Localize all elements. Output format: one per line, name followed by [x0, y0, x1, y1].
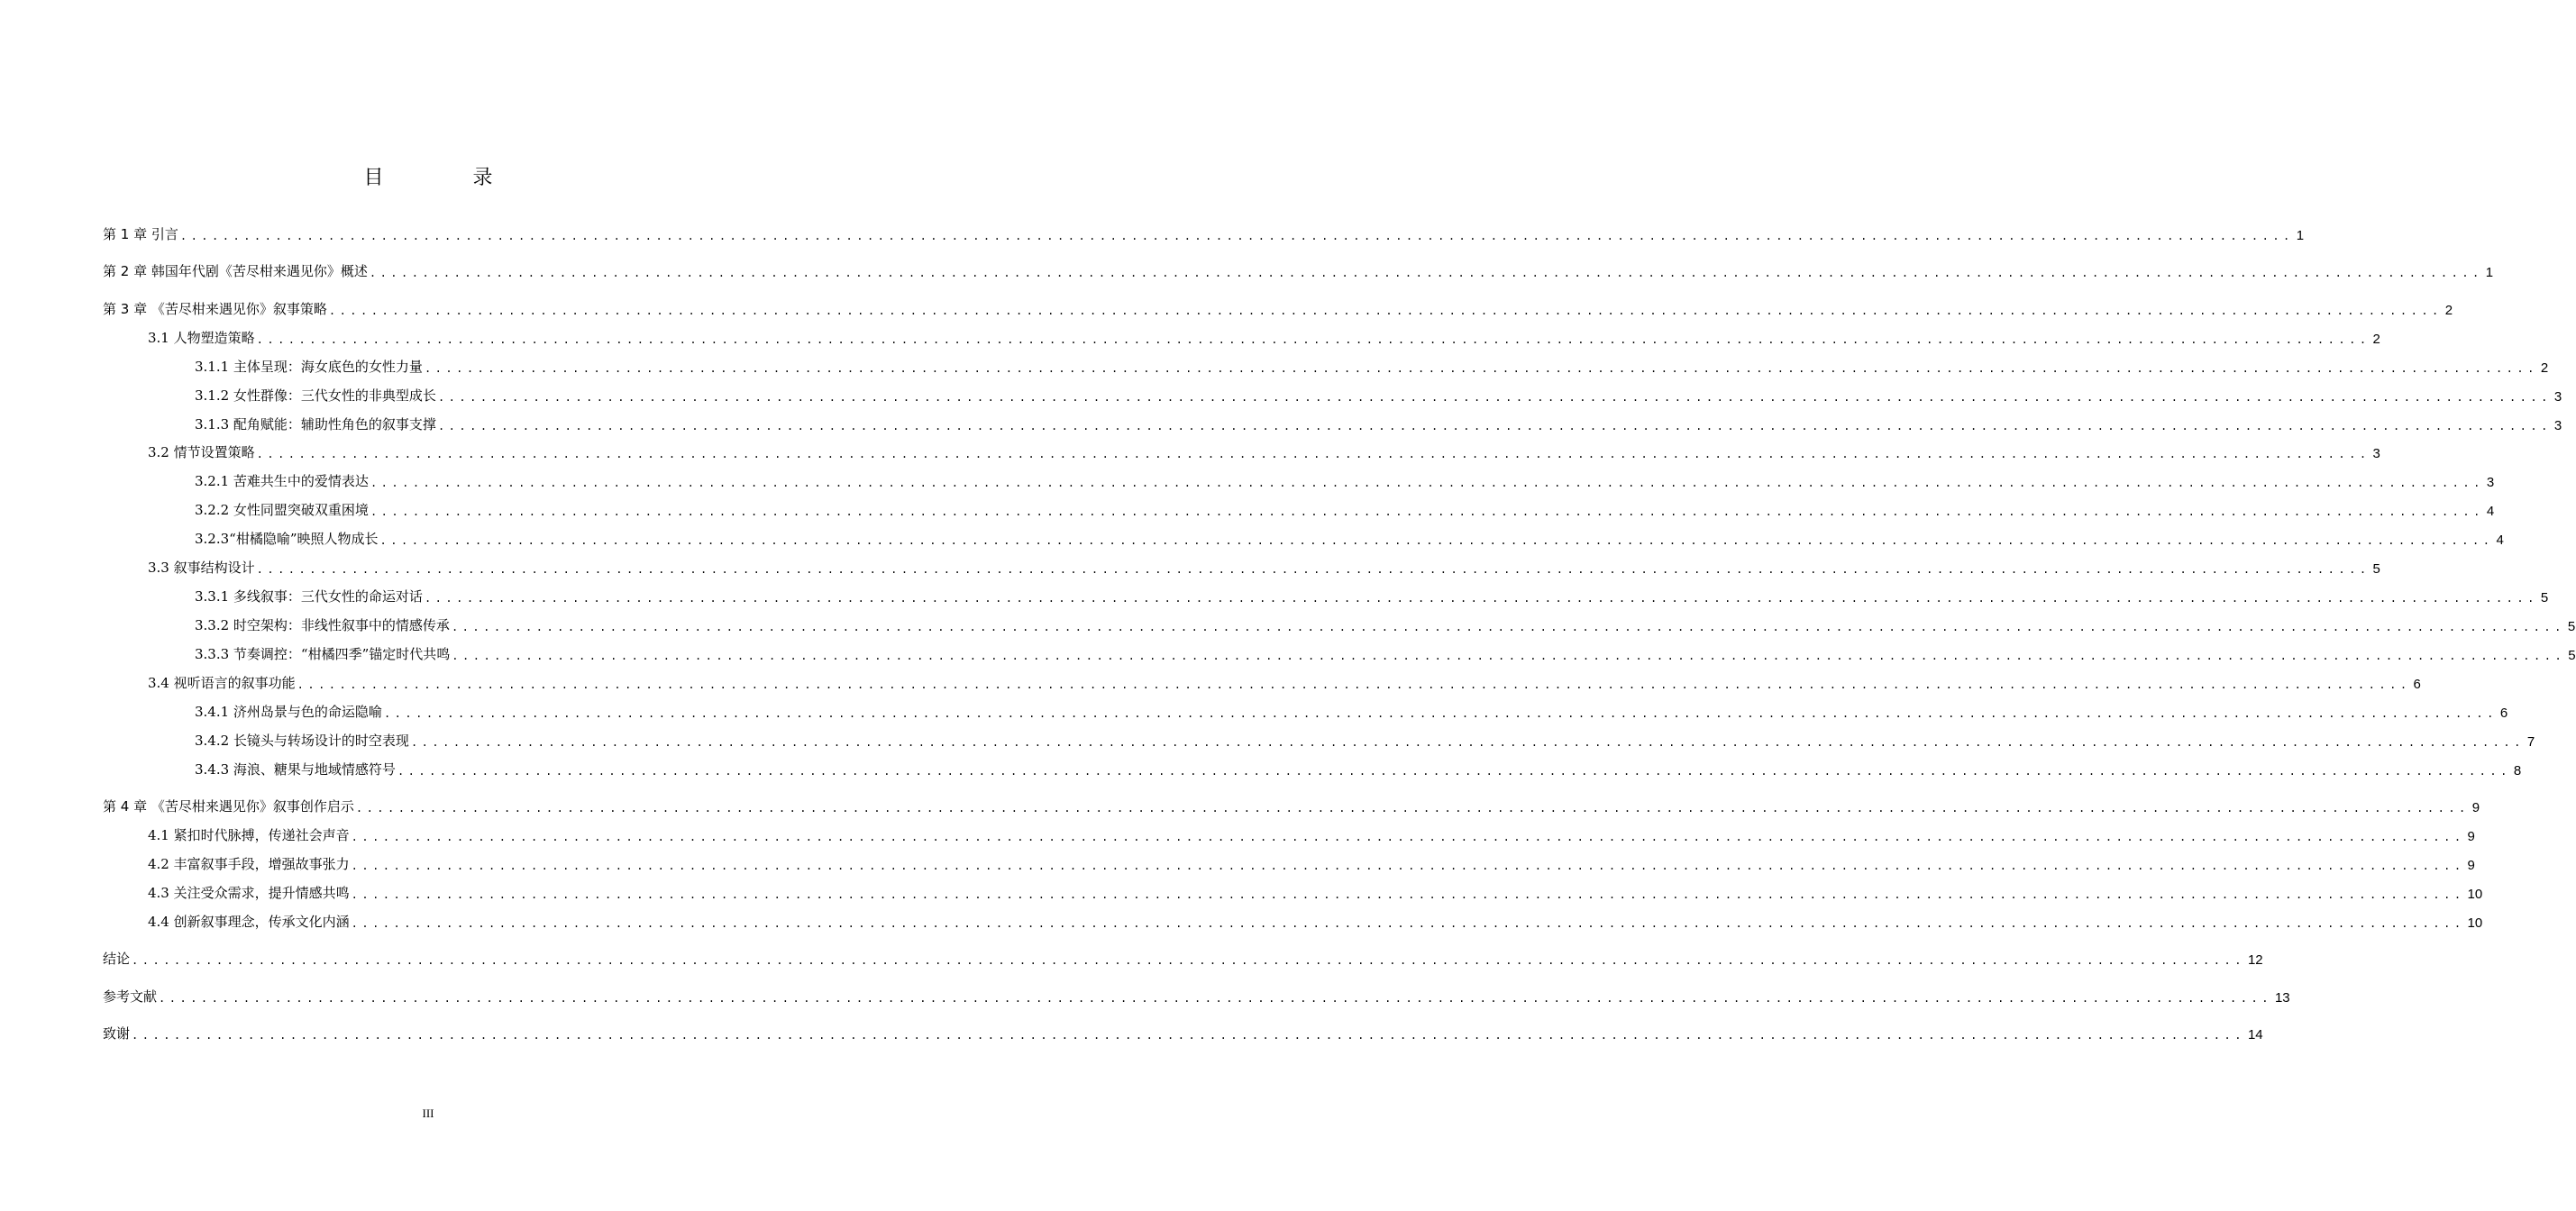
toc-entry-label: 3.3 叙事结构设计 [148, 560, 255, 576]
toc-entry-label: 3.4.1 济州岛景与色的命运隐喻 [195, 704, 382, 720]
toc-entry[interactable] [195, 414, 2562, 433]
toc-entry-label: 第 2 章 韩国年代剧《苦尽柑来遇见你》概述 [103, 263, 368, 279]
toc-entry-page-number: 9 [2467, 858, 2475, 873]
toc-entry[interactable] [103, 1023, 2263, 1043]
toc-entry-page-number: 1 [2296, 228, 2305, 243]
toc-dot-leader: ........................................................................................................................................................................................................ [132, 1029, 2245, 1042]
toc-entry[interactable] [148, 882, 2483, 902]
toc-entry-page-number: 4 [2496, 533, 2504, 548]
toc-entry-page-number: 7 [2526, 734, 2535, 750]
toc-entry[interactable] [195, 385, 2562, 405]
toc-entry-label: 4.1 紧扣时代脉搏，传递社会声音 [148, 827, 350, 843]
toc-entry[interactable] [195, 499, 2495, 519]
toc-entry-label: 4.2 丰富叙事手段，增强故事张力 [148, 856, 350, 872]
page-footer-number: III [422, 1106, 434, 1120]
toc-entry-page-number: 5 [2567, 619, 2576, 634]
toc-entry[interactable] [148, 824, 2475, 844]
toc-entry-label: 3.2.3“柑橘隐喻”映照人物成长 [195, 531, 379, 547]
toc-entry-page-number: 9 [2471, 800, 2480, 815]
toc-dot-leader: ........................................................................................................................................................................................................ [437, 420, 2552, 432]
toc-entry-label: 3.4 视听语言的叙事功能 [148, 675, 296, 691]
toc-entry-page-number: 3 [2553, 418, 2562, 433]
toc-entry-label: 4.3 关注受众需求，提升情感共鸣 [148, 885, 350, 901]
toc-dot-leader: ........................................................................................................................................................................................................ [179, 230, 2294, 242]
toc-entry[interactable] [103, 298, 2453, 318]
toc-dot-leader: ........................................................................................................................................................................................................ [383, 707, 2498, 720]
toc-entry-page-number: 8 [2513, 763, 2522, 778]
toc-entry-label: 3.1 人物塑造策略 [148, 330, 255, 346]
toc-entry-page-number: 14 [2247, 1027, 2263, 1043]
toc-entry-page-number: 5 [2540, 590, 2549, 606]
toc-entry-page-number: 3 [2553, 389, 2562, 405]
toc-entry[interactable] [148, 911, 2483, 931]
toc-entry-label: 4.4 创新叙事理念，传承文化内涵 [148, 914, 350, 930]
toc-dot-leader: ........................................................................................................................................................................................................ [328, 305, 2443, 317]
toc-entry-label: 第 3 章 《苦尽柑来遇见你》叙事策略 [103, 301, 327, 317]
toc-entry[interactable] [148, 557, 2380, 577]
toc-entry-page-number: 6 [2413, 677, 2421, 692]
toc-entry-page-number: 2 [2444, 303, 2453, 318]
toc-dot-leader: ........................................................................................................................................................................................................ [452, 650, 2566, 662]
toc-entry-label: 3.1.1 主体呈现：海女底色的女性力量 [195, 359, 423, 375]
toc-entry-label: 3.1.3 配角赋能：辅助性角色的叙事支撑 [195, 416, 436, 432]
toc-dot-leader: ........................................................................................................................................................................................................ [351, 888, 2465, 901]
toc-entry[interactable] [148, 327, 2380, 347]
toc-entry-label: 第 1 章 引言 [103, 226, 178, 242]
toc-entry-label: 3.3.2 时空架构：非线性叙事中的情感传承 [195, 617, 450, 633]
toc-entry-label: 3.4.3 海浪、糖果与地域情感符号 [195, 761, 396, 778]
toc-entry-page-number: 10 [2467, 915, 2483, 931]
toc-entry[interactable] [148, 442, 2380, 461]
toc-dot-leader: ........................................................................................................................................................................................................ [370, 505, 2484, 518]
toc-entry[interactable] [195, 759, 2522, 778]
toc-entry-page-number: 1 [2485, 265, 2494, 280]
toc-entry-label: 3.2.2 女性同盟突破双重困境 [195, 502, 369, 518]
toc-entry-label: 致谢 [103, 1025, 131, 1042]
toc-dot-leader: ........................................................................................................................................................................................................ [132, 954, 2245, 967]
toc-entry[interactable] [148, 672, 2421, 692]
toc-entry[interactable] [195, 470, 2495, 490]
toc-dot-leader: ........................................................................................................................................................................................................ [397, 765, 2511, 778]
toc-entry-page-number: 13 [2274, 990, 2290, 1006]
toc-entry-label: 3.2.1 苦难共生中的爱情表达 [195, 473, 369, 489]
toc-dot-leader: ........................................................................................................................................................................................................ [355, 802, 2470, 815]
toc-dot-leader: ........................................................................................................................................................................................................ [451, 621, 2565, 633]
toc-entry[interactable] [195, 528, 2504, 548]
toc-entry[interactable] [103, 260, 2494, 280]
toc-dot-leader: ........................................................................................................................................................................................................ [370, 477, 2484, 489]
toc-entry-page-number: 3 [2372, 446, 2380, 461]
toc-entry[interactable] [195, 730, 2535, 750]
toc-dot-leader: ........................................................................................................................................................................................................ [410, 736, 2525, 749]
toc-dot-leader: ........................................................................................................................................................................................................ [297, 678, 2411, 691]
toc-entry[interactable] [103, 223, 2305, 243]
toc-entry-label: 3.3.3 节奏调控：“柑橘四季”锚定时代共鸣 [195, 646, 451, 662]
toc-entry-label: 3.1.2 女性群像：三代女性的非典型成长 [195, 387, 436, 404]
toc-entry[interactable] [195, 586, 2549, 606]
toc-entry[interactable] [103, 948, 2263, 968]
toc-entry-page-number: 2 [2540, 360, 2549, 376]
toc-entry-label: 参考文献 [103, 988, 158, 1005]
toc-entry[interactable] [195, 701, 2508, 721]
toc-entry[interactable] [103, 986, 2290, 1006]
toc-entry-label: 3.3.1 多线叙事：三代女性的命运对话 [195, 588, 423, 605]
toc-entry[interactable] [103, 796, 2480, 815]
toc-entry-page-number: 2 [2372, 332, 2380, 347]
toc-entry-page-number: 4 [2486, 504, 2495, 519]
toc-dot-leader: ........................................................................................................................................................................................................ [256, 563, 2370, 576]
toc-dot-leader: ........................................................................................................................................................................................................ [256, 448, 2370, 460]
toc-entry-label: 第 4 章 《苦尽柑来遇见你》叙事创作启示 [103, 798, 354, 815]
toc-dot-leader: ........................................................................................................................................................................................................ [424, 362, 2538, 375]
toc-entry-page-number: 12 [2247, 952, 2263, 968]
toc-entry[interactable] [195, 643, 2576, 663]
toc-dot-leader: ........................................................................................................................................................................................................ [351, 917, 2465, 930]
toc-dot-leader: ........................................................................................................................................................................................................ [256, 333, 2370, 346]
toc-dot-leader: ........................................................................................................................................................................................................ [437, 391, 2552, 404]
toc-entry-page-number: 6 [2499, 706, 2508, 721]
toc-dot-leader: ........................................................................................................................................................................................................ [159, 992, 2272, 1005]
toc-entry-label: 3.2 情节设置策略 [148, 444, 255, 460]
toc-entry-page-number: 3 [2486, 475, 2495, 490]
toc-entry[interactable] [148, 853, 2475, 873]
toc-entry-page-number: 9 [2467, 829, 2475, 844]
toc-dot-leader: ........................................................................................................................................................................................................ [351, 860, 2465, 872]
toc-dot-leader: ........................................................................................................................................................................................................ [424, 592, 2538, 605]
toc-entry[interactable] [195, 356, 2549, 376]
toc-entry-page-number: 5 [2568, 648, 2576, 663]
toc-entry-label: 结论 [103, 951, 131, 967]
toc-entry-page-number: 5 [2372, 561, 2380, 577]
toc-entry-page-number: 10 [2467, 887, 2483, 902]
toc-entry[interactable] [195, 615, 2576, 634]
toc-entry-label: 3.4.2 长镜头与转场设计的时空表现 [195, 733, 409, 749]
toc-dot-leader: ........................................................................................................................................................................................................ [351, 831, 2465, 843]
toc-dot-leader: ........................................................................................................................................................................................................ [369, 267, 2483, 279]
toc-title: 目 录 [363, 167, 534, 189]
toc-dot-leader: ........................................................................................................................................................................................................ [379, 534, 2494, 547]
